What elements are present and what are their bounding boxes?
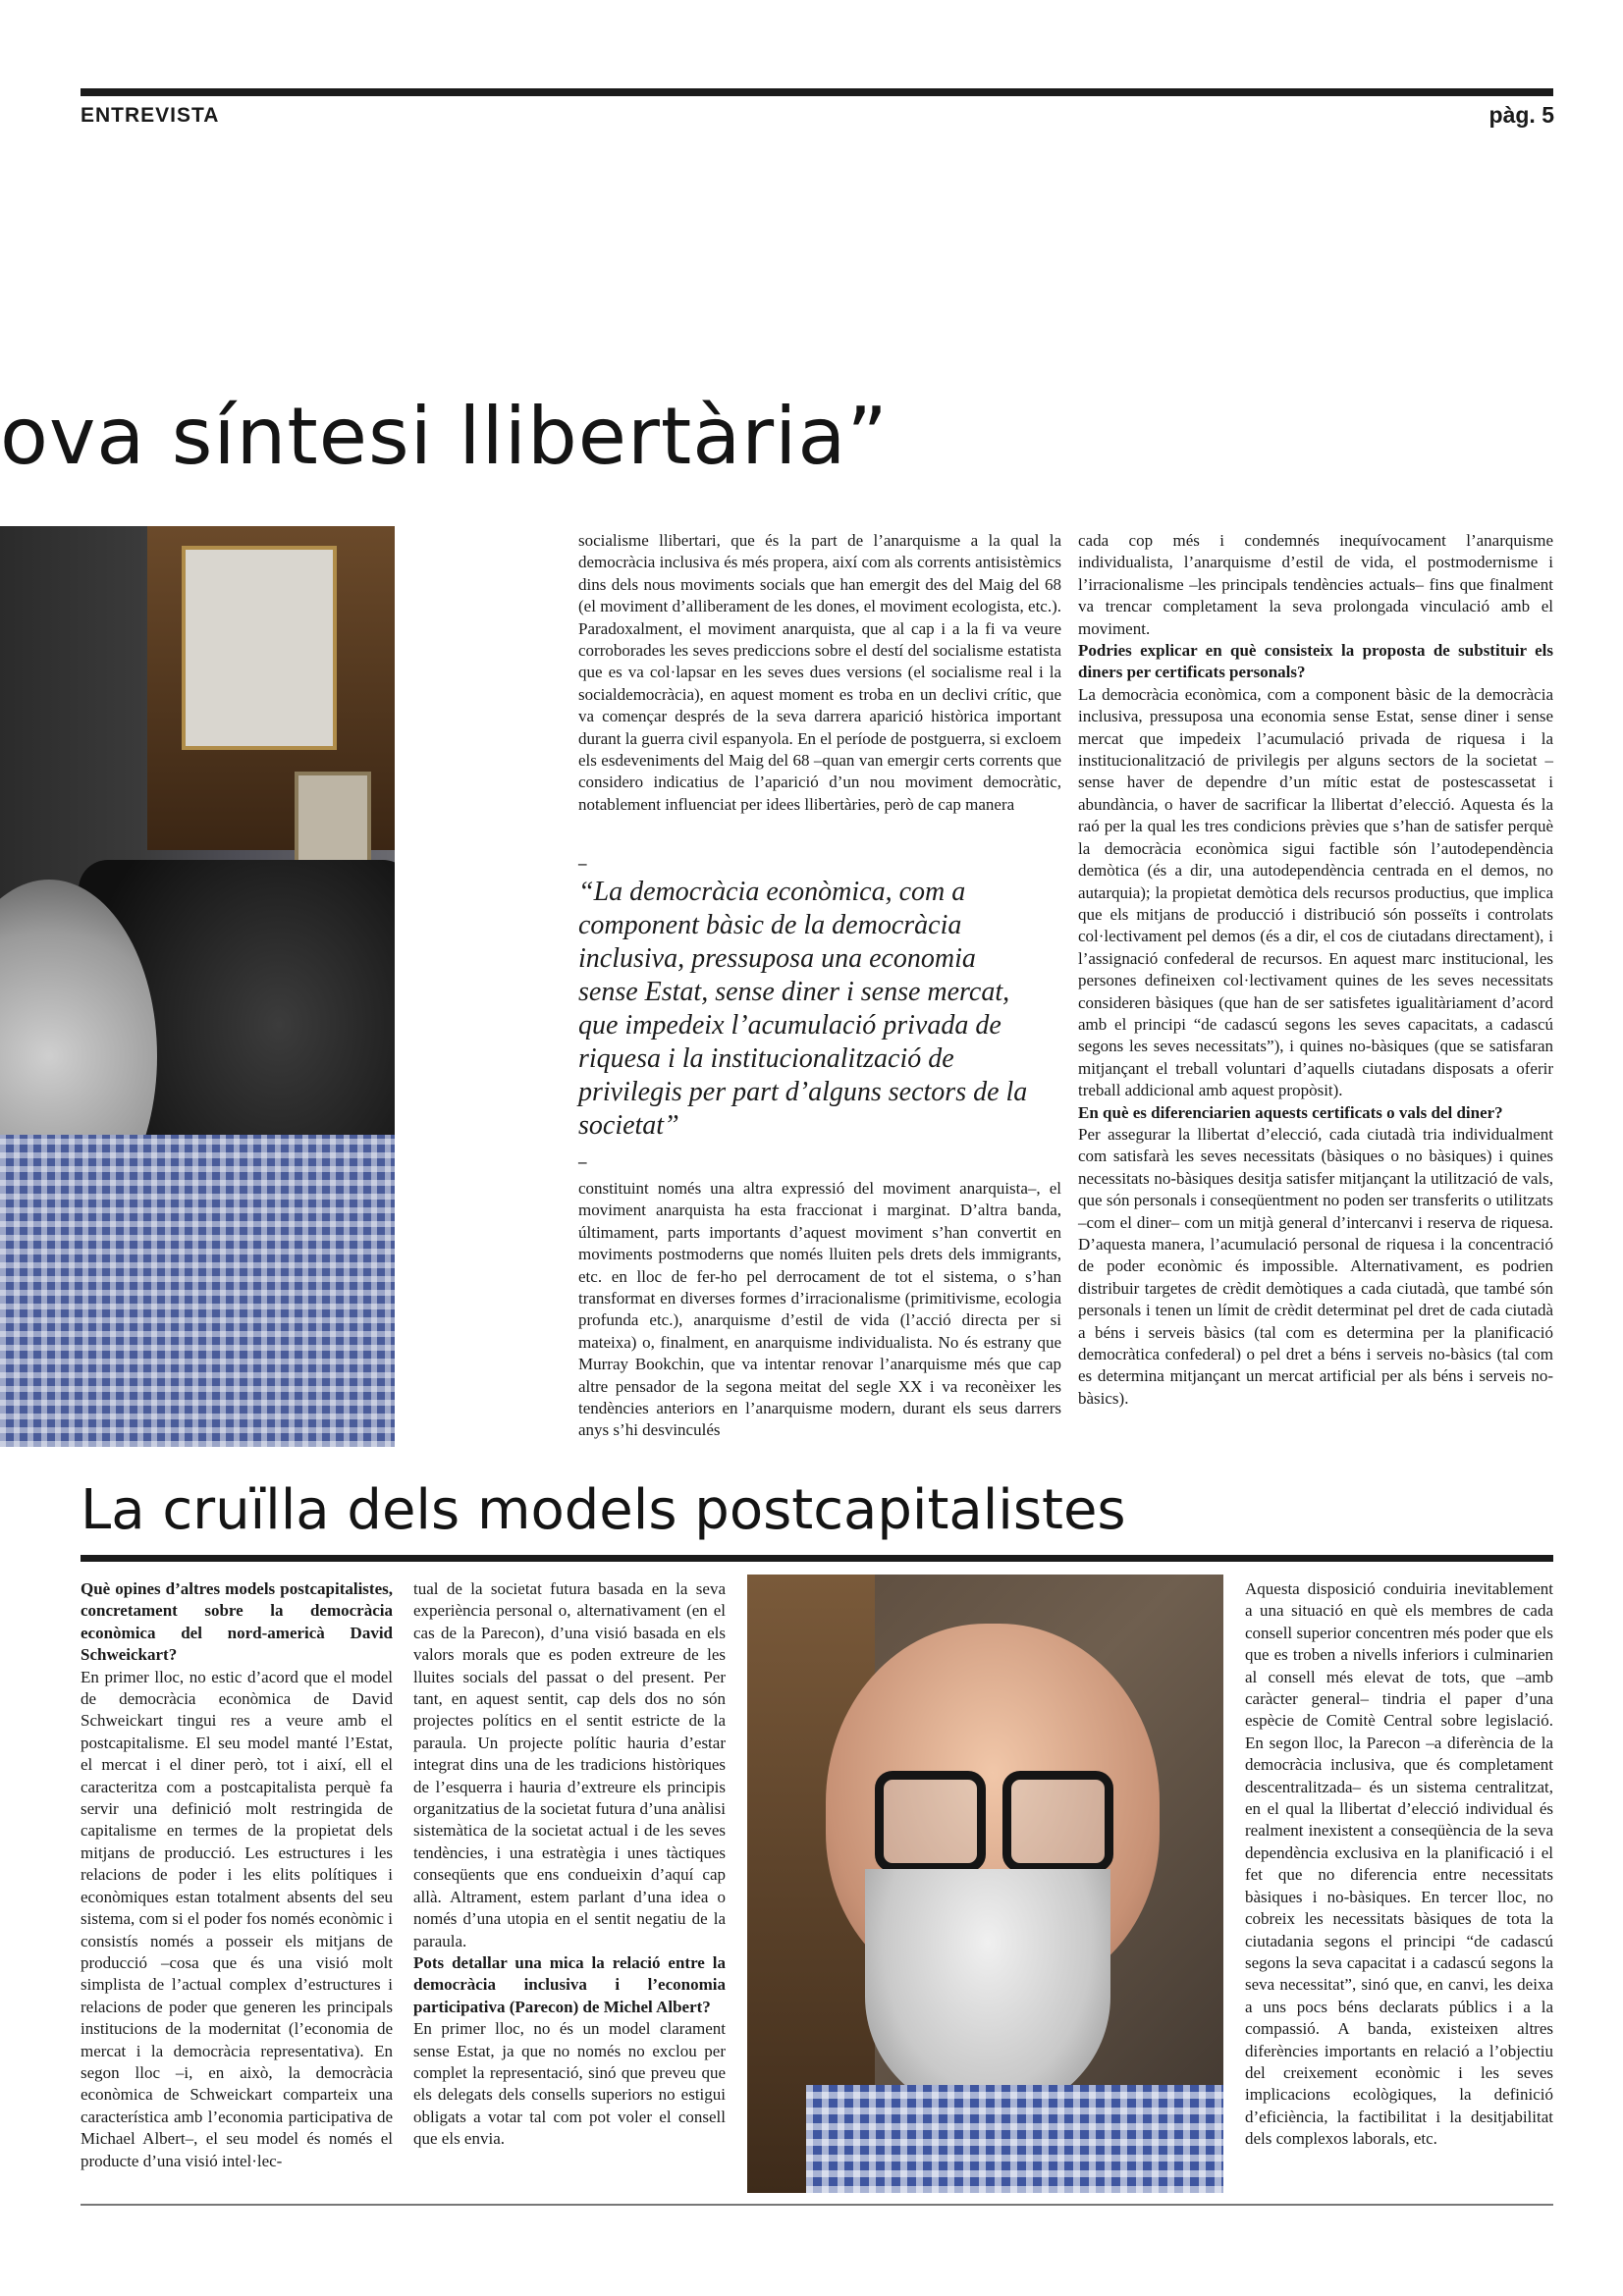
section-headline: La cruïlla dels models postcapitalistes [81, 1478, 1126, 1542]
beard [865, 1869, 1110, 2114]
paragraph: socialisme llibertari, que és la part de l’anarquisme a la qual la democràcia inclusiva és més propera, així com als corrents antisistèmics dins dels nous moviments socials que han emergit des del Maig del 68 (el moviment d’alliberament de les dones, el moviment ecologista, etc.). Paradoxalment, el moviment anarquista, que al cap i a la fi va veure corroborades les seves prediccions sobre el destí del socialisme estatista que es va col·lapsar en les seves dues versions (el socialisme real i la socialdemocràcia), en aquest moment es troba en un declivi crític, que va començar després de la seva darrera aparició històrica important durant la guerra civil espanyola. En el període de postguerra, si excloem els esdeveniments del Maig del 68 –quan van emergir certs corrents que considero indicatius de l’aparició d’un nou moviment democràtic, notablement influenciat per idees llibertàries, però de cap manera [578, 531, 1061, 814]
picture-frame [182, 546, 337, 750]
interview-photo-portrait [747, 1575, 1223, 2193]
glasses-right-lens [1002, 1771, 1113, 1872]
article-column-bottom-2 [413, 1578, 726, 2151]
headline: ova síntesi llibertària” [0, 391, 889, 482]
paragraph: tual de la societat futura basada en la seva experiència personal o, alternativament (en el cas de la Parecon), d’una visió basada en els valors morals que es poden extreure de les lluites socials del passat o del present. Per tant, en aquest sentit, cap dels dos no són projectes polítics en el sentit estricte de la paraula. Un projecte polític hauria d’estar integrat dins una de les tradicions històriques de l’esquerra i hauria d’extreure els principis organitzatius de la societat futura d’una anàlisi sistemàtica de la societat actual i de les seves tendències, i una estratègia i unes tàctiques conseqüents que ens condueixin d’aquí cap allà. Altrament, estem parlant d’una idea o només d’una utopia en el sentit negatiu de la paraula. [413, 1579, 726, 1950]
glasses-left-lens [875, 1771, 986, 1872]
interview-question: Podries explicar en què consisteix la proposta de substituir els diners per certificats personals? [1078, 641, 1553, 682]
checked-shirt [806, 2085, 1223, 2193]
interview-question: En què es diferenciarien aquests certificats o vals del diner? [1078, 1102, 1503, 1122]
page-number: pàg. 5 [1488, 102, 1554, 128]
top-rule [81, 88, 1553, 96]
bottom-rule [81, 2204, 1553, 2206]
interview-question: Pots detallar una mica la relació entre la democràcia inclusiva i l’economia participativa (Parecon) de Michel Albert? [413, 1952, 726, 2016]
article-column-middle-continued [578, 1178, 1061, 1442]
paragraph: cada cop més i condemnés inequívocament l’anarquisme individualista, l’anarquisme d’estil de vida, el postmodernisme i l’irracionalisme –les principals tendències actuals– fins que finalment va trencar completament la seva prolongada vinculació amb el moviment. [1078, 531, 1553, 638]
section-rule [81, 1555, 1553, 1562]
section-label: ENTREVISTA [81, 104, 220, 127]
article-column-bottom-1 [81, 1578, 393, 2172]
quote-dash-bottom: – [578, 1152, 587, 1171]
pull-quote: “La democràcia econòmica, com a component bàsic de la democràcia inclusiva, pressuposa una economia sense Estat, sense diner i sense mercat, que impedeix l’acumulació privada de riquesa i la institucionalització de privilegis per part d’alguns sectors de la societat” [578, 877, 1028, 1141]
paragraph: Per assegurar la llibertat d’elecció, cada ciutadà tria individualment com satisfarà les seves necessitats (bàsiques o no bàsiques) i quines necessitats no-bàsiques desitja satisfer mitjançant la utilització de vals, que són personals i conseqüentment no poden ser transferits o utilitzats –com el diner– com un mitjà general d’intercanvi i reserva de riquesa. D’aquesta manera, l’acumulació personal de riquesa i la concentració de poder econòmic és impossible. Alternativament, es podrien distribuir targetes de crèdit demòtiques a cada ciutadà, que també són personals i tenen un límit de crèdit determinat pel dret de cada ciutadà a béns i serveis bàsics (tal com es determina per la planificació democràtica confederal) o pel dret a béns i serveis no-bàsics (tal com es determina mitjançant un mercat artificial per als béns i serveis no-bàsics). [1078, 1124, 1553, 1408]
quote-dash-top: – [578, 854, 587, 873]
paragraph: En primer lloc, no estic d’acord que el model de democràcia econòmica de David Schweickart tingui res a veure amb el postcapitalisme. El seu model manté l’Estat, el mercat i el diner però, tot i així, ell el caracteritza com a postcapitalista perquè fa servir una definició molt restringida de capitalisme en termes de la propietat dels mitjans de producció. Les estructures i les relacions de poder i les elits polítiques i econòmiques estan totalment absents del seu sistema, com si el poder fos només econòmic i consistís només a posseir els mitjans de producció –cosa que és una visió molt simplista de l’actual complex d’estructures i relacions de poder que generen les principals institucions de la modernitat (l’economia de mercat i la democràcia representativa). En segon lloc –i, en això, la democràcia econòmica de Schweickart comparteix una característica amb l’economia participativa de Michael Albert–, el seu model és només el producte d’una visió intel·lec- [81, 1667, 393, 2170]
paragraph: Aquesta disposició conduiria inevitablement a una situació en què els membres de cada consell superior concentren més poder que els que es troben a nivells inferiors i culminarien al consell més elevat de tots, que –amb caràcter general– tindria el paper d’una espècie de Comitè Central sobre legislació. En segon lloc, la Parecon –a diferència de la democràcia inclusiva, que és completament descentralitzada– és un sistema centralitzat, en el qual la llibertat d’elecció individual és realment inexistent a conseqüència de la seva dependència exclusiva en la planificació i el fet que no diferencia entre necessitats bàsiques i no-bàsiques. En tercer lloc, no cobreix les necessitats bàsiques de tota la ciutadania segons el principi “de cadascú segons la seva capacitat i a cadascú segons la seva necessitat”, sinó que, en canvi, les deixa a uns pocs béns declarats públics i a la compassió. A banda, existeixen altres diferències importants en relació a l’objectiu del creixement econòmic i les seves implicacions ecològiques, la definició d’eficiència, la factibilitat i la desitjabilitat dels complexos laborals, etc. [1245, 1579, 1553, 2149]
article-column-right [1078, 530, 1553, 1410]
article-column-bottom-4 [1245, 1578, 1553, 2151]
checked-shirt [0, 1135, 395, 1447]
paragraph: constituint només una altra expressió del moviment anarquista–, el moviment anarquista ha esta fraccionat i marginat. D’altra banda, últimament, parts importants d’aquest moviment s’han convertit en moviments postmoderns que només lluiten pels drets dels immigrants, etc. en lloc de fer-ho pel derrocament de tot el sistema, o s’han transformat en diverses formes d’irracionalisme (primitivisme, ecologia profunda etc.), anarquisme d’estil de vida (l’acció directa per si mateixa) o, finalment, en anarquisme individualista. No és estrany que Murray Bookchin, que va intentar renovar l’anarquisme més que cap altre pensador de la segona meitat del segle XX i va reconèixer les tendències anteriors en l’anarquisme modern, durant els seus darrers anys s’hi desvinculés [578, 1179, 1061, 1440]
paragraph: La democràcia econòmica, com a component bàsic de la democràcia inclusiva, pressuposa una economia sense Estat, sense diner i sense mercat que impedeix l’acumulació privada de riquesa i la institucionalització de privilegis per alguns sectors de la societat –sense haver de dependre d’un mític estat de postescassetat i abundància, o haver de sacrificar la llibertat d’elecció. Aquesta és la raó per la qual les tres condicions prèvies que s’han de satisfer perquè la democràcia econòmica sigui factible són l’autodependència demòtica (és a dir, una autodependència centrada en el demos, no autarquia); la propietat demòtica dels recursos productius, que implica que els mitjans de producció i distribució són posseïts i controlats col·lectivament pel demos (és a dir, el cos de ciutadans directament), i l’assignació confederal de recursos. En aquest marc institucional, les persones defineixen col·lectivament quines de les seves necessitats consideren bàsiques (que han de ser satisfetes igualitàriament d’acord amb el principi “de cadascú segons les seves capacitats, a cadascú segons les seves necessitats”), i quines no-bàsiques (que se satisfaran mitjançant el treball voluntari d’aquells ciutadans disposats a oferir treball addicional amb aquest propòsit). [1078, 684, 1553, 1100]
article-column-middle [578, 530, 1061, 816]
paragraph: En primer lloc, no és un model clarament sense Estat, ja que no només no exclou per complet la representació, sinó que preveu que els delegats dels consells superiors no estigui obligats a votar tal com pot voler el consell que els envia. [413, 2019, 726, 2149]
interview-question: Què opines d’altres models postcapitalistes, concretament sobre la democràcia econòmica del nord-americà David Schweickart? [81, 1579, 393, 1665]
interview-photo-top [0, 526, 395, 1447]
